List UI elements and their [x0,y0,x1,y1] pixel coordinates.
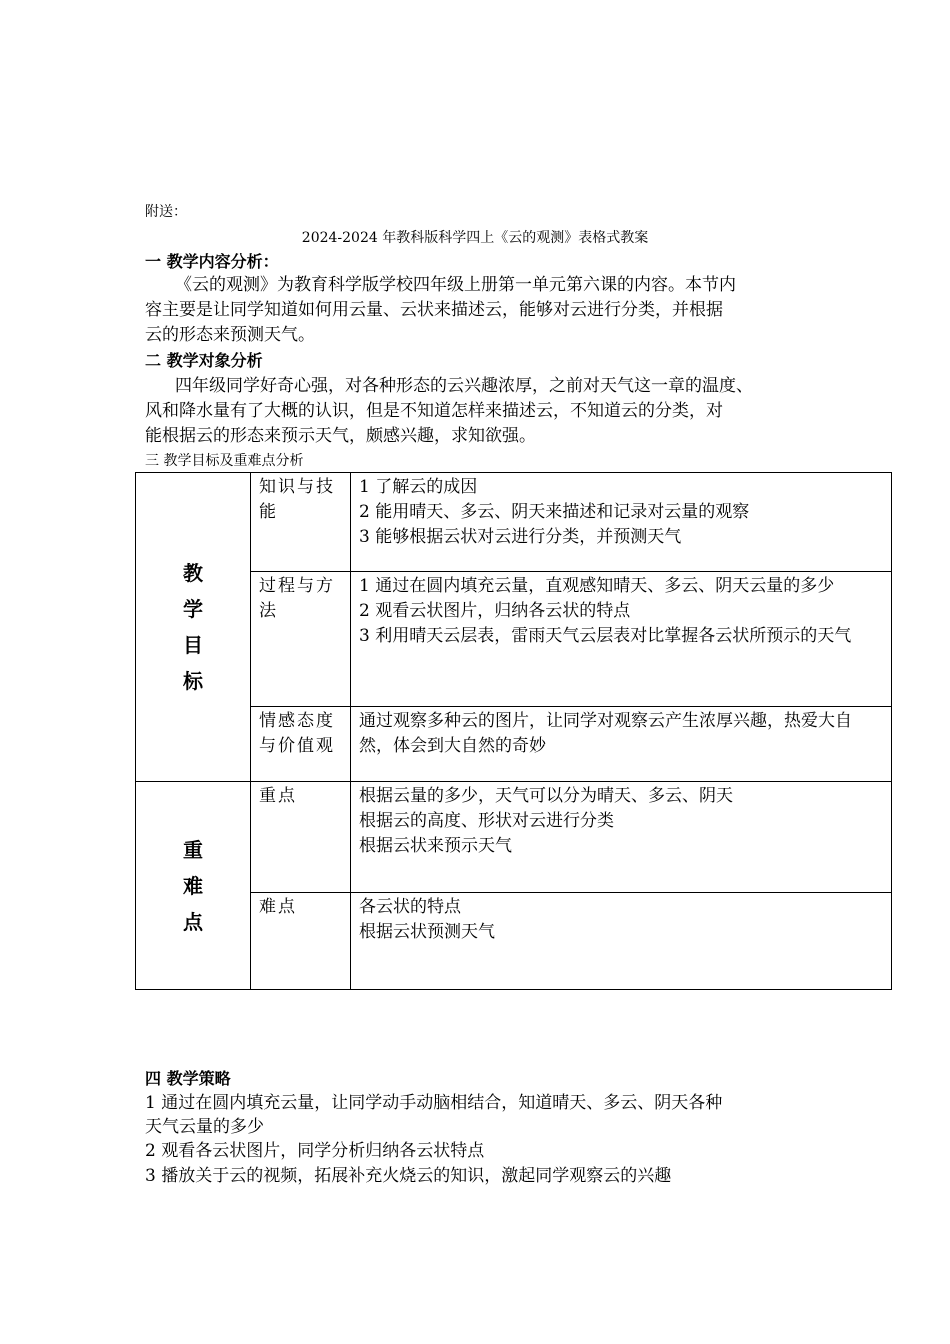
section-2-line: 风和降水量有了大概的认识，但是不知道怎样来描述云，不知道云的分类，对 [145,401,723,421]
attached-label: 附送： [145,204,187,220]
section-1-line: 云的形态来预测天气。 [145,325,315,345]
section-2-heading: 二 教学对象分析 [145,351,263,370]
table-row [136,473,892,572]
keys-label: 重 难 点 [136,782,251,990]
section-1-line: 容主要是让同学知道如何用云量、云状来描述云，能够对云进行分类，并根据 [145,300,723,320]
category-cell: 过程与方法 [251,572,351,707]
section-4-line: 3 播放关于云的视频，拓展补充火烧云的知识，激起同学观察云的兴趣 [145,1166,672,1186]
section-2-line: 能根据云的形态来预示天气，颇感兴趣，求知欲强。 [145,426,536,446]
content-cell: 1 了解云的成因 2 能用晴天、多云、阴天来描述和记录对云量的观察 3 能够根据云状对云进行分类，并预测天气 [351,473,892,572]
document-title: 2024-2024 年教科版科学四上《云的观测》表格式教案 [301,230,649,246]
content-cell: 通过观察多种云的图片，让同学对观察云产生浓厚兴趣，热爱大自然，体会到大自然的奇妙 [351,707,892,782]
objectives-table [135,472,892,990]
table-row [136,782,892,893]
section-4-heading: 四 教学策略 [145,1069,231,1088]
section-1-heading: 一 教学内容分析： [145,252,279,271]
section-3-heading: 三 教学目标及重难点分析 [145,453,304,469]
category-cell: 难点 [251,893,351,990]
category-cell: 重点 [251,782,351,893]
content-cell: 根据云量的多少，天气可以分为晴天、多云、阴天 根据云的高度、形状对云进行分类 根据云状来预示天气 [351,782,892,893]
section-4-line: 2 观看各云状图片，同学分析归纳各云状特点 [145,1141,485,1161]
section-4-line: 1 通过在圆内填充云量，让同学动手动脑相结合，知道晴天、多云、阴天各种 [145,1093,723,1113]
section-1-line: 《云的观测》为教育科学版学校四年级上册第一单元第六课的内容。本节内 [175,275,736,295]
content-cell: 1 通过在圆内填充云量，直观感知晴天、多云、阴天云量的多少 2 观看云状图片，归纳各云状的特点 3 利用晴天云层表，雷雨天气云层表对比掌握各云状所预示的天气 [351,572,892,707]
category-cell: 知识与技能 [251,473,351,572]
content-cell: 各云状的特点 根据云状预测天气 [351,893,892,990]
category-cell: 情感态度与价值观 [251,707,351,782]
goals-label: 教 学 目 标 [136,473,251,782]
section-2-line: 四年级同学好奇心强，对各种形态的云兴趣浓厚，之前对天气这一章的温度、 [175,376,753,396]
section-4-line: 天气云量的多少 [145,1117,264,1137]
